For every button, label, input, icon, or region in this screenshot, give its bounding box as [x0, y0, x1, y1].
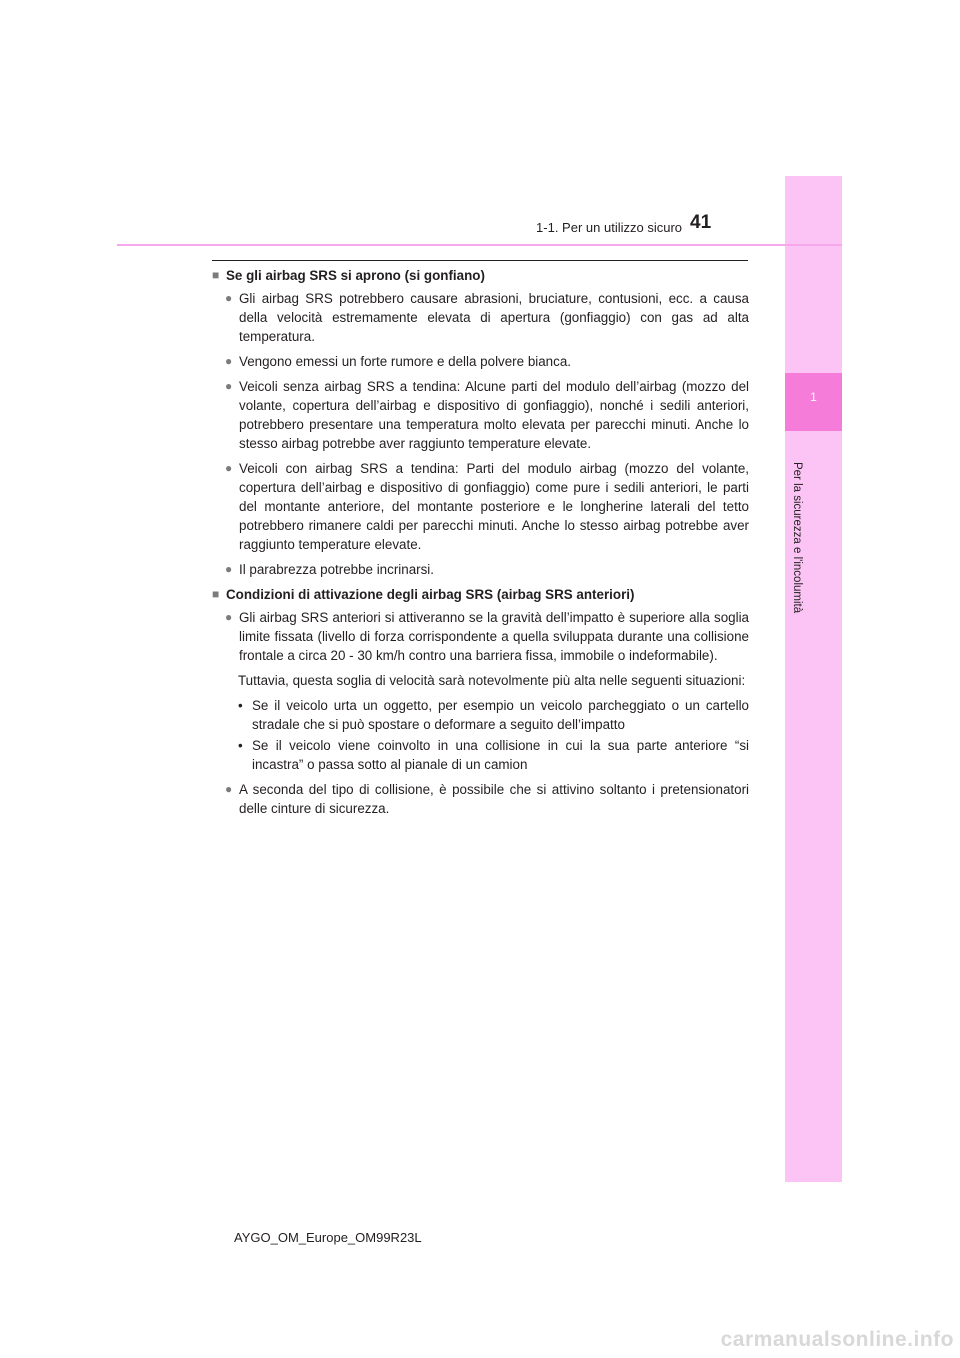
sub-list-item: • Se il veicolo viene coinvolto in una collisione in cui la sua parte anteriore “si incastra” o passa sotto al pianale di un camion [238, 738, 749, 772]
chapter-sidebar [785, 176, 842, 1182]
list-item: ● Veicoli senza airbag SRS a tendina: Alcune parti del modulo dell’airbag (mozzo del volante, copertura dell’airbag e dispositivo di gonfiaggio), nonché i sedili anteriori, potrebbero presentare una temperatura molto elevata per parecchi minuti. Anche lo stesso airbag potrebbe aver raggiunto temperature elevate. [225, 379, 749, 451]
list-item: ● Veicoli con airbag SRS a tendina: Parti del modulo airbag (mozzo del volante, copertura dell’airbag e dispositivo di gonfiaggio) come pure i sedili anteriori, le parti del montante anteriore, del montante posteriore e le longherine laterali del tetto potrebbero rimanere caldi per parecchi minuti. Anche lo stesso airbag potrebbe aver raggiunto temperature elevate. [225, 461, 749, 552]
watermark: carmanualsonline.info [720, 1328, 954, 1351]
small-bullet-icon: • [238, 738, 243, 753]
circle-bullet-icon: ● [225, 291, 233, 305]
chapter-title: Per la sicurezza e l'incolumità [791, 462, 803, 614]
circle-bullet-icon: ● [225, 562, 233, 576]
sub-list-item: • Se il veicolo urta un oggetto, per esempio un veicolo parcheggiato o un cartello stradale che si può spostare o deformare a seguito dell’impatto [238, 698, 749, 732]
list-item: ● Gli airbag SRS anteriori si attiveranno se la gravità dell’impatto è superiore alla soglia limite fissata (livello di forza corrispondente a quella sviluppata durante una collisione frontale a circa 20 - 30 km/h contro una barriera fissa, immobile o indeformabile). [225, 610, 749, 663]
content-divider [212, 260, 748, 261]
circle-bullet-icon: ● [225, 610, 233, 624]
circle-bullet-icon: ● [225, 782, 233, 796]
list-item: ● A seconda del tipo di collisione, è possibile che si attivino soltanto i pretensionatori delle cinture di sicurezza. [225, 782, 749, 816]
page-number: 41 [690, 212, 712, 233]
header-divider [117, 244, 842, 246]
section-title: 1-1. Per un utilizzo sicuro [536, 220, 682, 235]
paragraph: Tuttavia, questa soglia di velocità sarà notevolmente più alta nelle seguenti situazioni: [238, 673, 746, 688]
circle-bullet-icon: ● [225, 461, 233, 475]
chapter-number: 1 [810, 390, 817, 404]
page-content [212, 266, 749, 824]
small-bullet-icon: • [238, 698, 243, 713]
section-heading: ■ Se gli airbag SRS si aprono (si gonfiano) [212, 268, 485, 283]
list-item: ● Vengono emessi un forte rumore e della polvere bianca. [225, 354, 571, 369]
circle-bullet-icon: ● [225, 354, 233, 368]
section-heading: ■ Condizioni di attivazione degli airbag SRS (airbag SRS anteriori) [212, 587, 635, 602]
square-bullet-icon: ■ [212, 268, 220, 282]
square-bullet-icon: ■ [212, 587, 220, 601]
list-item: ● Il parabrezza potrebbe incrinarsi. [225, 562, 435, 577]
document-code: AYGO_OM_Europe_OM99R23L [234, 1230, 422, 1245]
circle-bullet-icon: ● [225, 379, 233, 393]
list-item: ● Gli airbag SRS potrebbero causare abrasioni, bruciature, contusioni, ecc. a causa della velocità estremamente elevata di apertura (gonfiaggio) con gas ad alta temperatura. [225, 291, 749, 344]
